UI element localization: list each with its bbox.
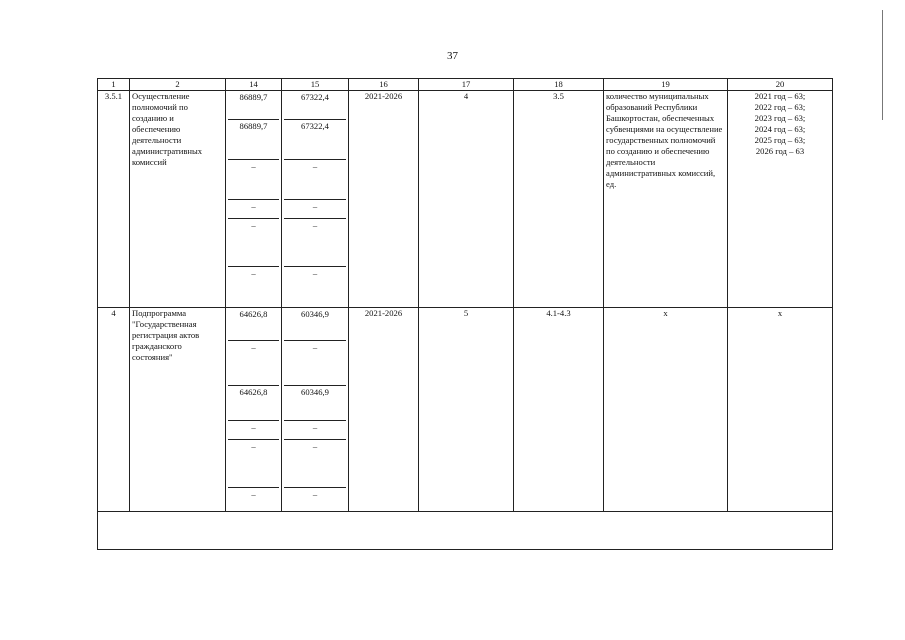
col15-stack — [282, 308, 349, 511]
row-number: 3.5.1 — [98, 91, 130, 308]
amount-cell: – — [251, 489, 256, 500]
amount-cell: – — [312, 268, 318, 279]
amount-cell: – — [284, 219, 346, 267]
col14-stack — [226, 308, 282, 511]
values-cell: x — [728, 308, 833, 511]
amount-cell: – — [228, 219, 279, 267]
amount-cell: 64626,8 — [228, 386, 279, 421]
row-name: Осуществление полномочий по созданию и обеспечению деятельности административных комиссий — [130, 91, 226, 308]
indicator-cell: количество муниципальных образований Республики Башкортостан, обеспеченных субвенциями на осуществление государственных полномочий по созданию и обеспечению деятельности административных комиссий, ед. — [604, 91, 728, 308]
header-row — [98, 79, 833, 91]
col17-cell: 5 — [419, 308, 514, 511]
amount-cell: – — [284, 421, 346, 440]
col18-cell: 4.1-4.3 — [514, 308, 604, 511]
values-cell: 2021 год – 63; 2022 год – 63; 2023 год – 63; 2024 год – 63; 2025 год – 63; 2026 год – 63 — [728, 91, 833, 308]
amount-cell: 67322,4 — [284, 120, 346, 160]
scan-edge-line — [882, 10, 883, 120]
amount-cell: 67322,4 — [284, 91, 346, 120]
amount-cell: – — [228, 421, 279, 440]
empty-cell — [98, 511, 833, 549]
header-cell: 16 — [349, 79, 419, 91]
amount-cell: 86889,7 — [228, 91, 279, 120]
header-cell: 19 — [604, 79, 728, 91]
col14-stack — [226, 91, 282, 308]
header-cell: 15 — [282, 79, 349, 91]
period-cell: 2021-2026 — [349, 308, 419, 511]
program-table — [97, 78, 833, 550]
amount-cell: – — [251, 268, 256, 279]
amount-cell: – — [284, 160, 346, 200]
col17-cell: 4 — [419, 91, 514, 308]
empty-row — [98, 511, 833, 549]
amount-cell: 60346,9 — [284, 308, 346, 341]
amount-cell: – — [228, 160, 279, 200]
header-cell: 14 — [226, 79, 282, 91]
amount-cell: – — [284, 200, 346, 219]
header-cell: 17 — [419, 79, 514, 91]
col18-cell: 3.5 — [514, 91, 604, 308]
table-row — [98, 308, 833, 511]
amount-cell: – — [228, 440, 279, 488]
amount-cell: 86889,7 — [228, 120, 279, 160]
header-cell: 18 — [514, 79, 604, 91]
amount-cell: – — [312, 489, 318, 500]
header-cell: 1 — [98, 79, 130, 91]
indicator-cell: x — [604, 308, 728, 511]
table-row — [98, 91, 833, 308]
amount-cell: 64626,8 — [228, 308, 279, 341]
header-cell: 20 — [728, 79, 833, 91]
page-number: 37 — [447, 50, 458, 62]
period-cell: 2021-2026 — [349, 91, 419, 308]
amount-cell: 60346,9 — [284, 386, 346, 421]
col15-stack — [282, 91, 349, 308]
amount-cell: – — [284, 341, 346, 386]
row-number: 4 — [98, 308, 130, 511]
header-cell: 2 — [130, 79, 226, 91]
row-name: Подпрограмма "Государственная регистрация актов гражданского состояния" — [130, 308, 226, 511]
amount-cell: – — [284, 440, 346, 488]
amount-cell: – — [228, 341, 279, 386]
amount-cell: – — [228, 200, 279, 219]
